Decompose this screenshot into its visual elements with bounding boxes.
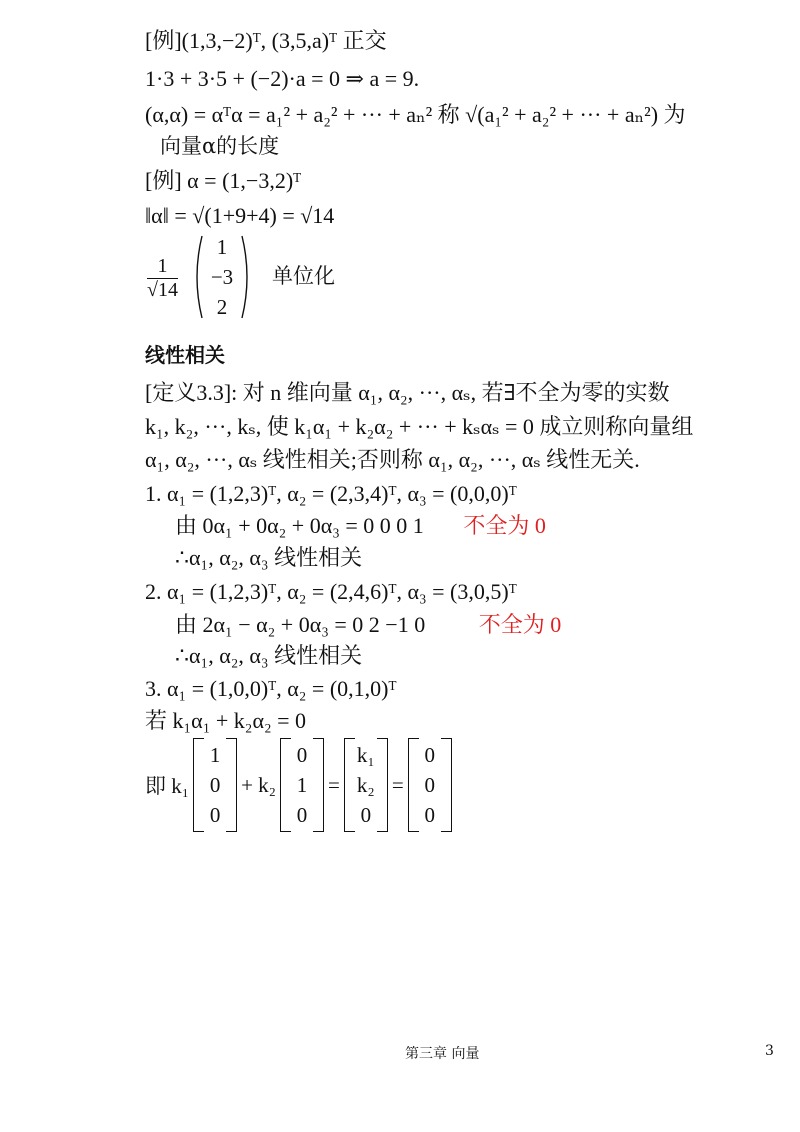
example-2-note: 不全为 0 xyxy=(478,612,562,637)
fraction-denominator: √14 xyxy=(147,279,178,301)
matrix-entry: 0 xyxy=(296,803,308,827)
matrix-entry: 1 xyxy=(209,743,221,767)
matrix-equals: = xyxy=(391,772,404,797)
matrix-equals: = xyxy=(328,772,340,797)
vector-entry: 2 xyxy=(216,295,228,319)
matrix-entry: k₂ xyxy=(356,773,375,797)
matrix-entry: 0 xyxy=(296,743,308,767)
matrix-entry: 1 xyxy=(296,773,308,797)
definition-line-2: k₁, k₂, ···, kₛ, 使 k₁α₁ + k₂α₂ + ··· + kₛαₛ = 0 成立则称向量组 xyxy=(145,414,694,439)
footer-chapter: 第三章 向量 xyxy=(405,1046,480,1062)
page-number: 3 xyxy=(765,1043,774,1059)
matrix-entry: 0 xyxy=(424,773,435,797)
vector-entry: 1 xyxy=(216,235,228,259)
example-vector: [例] α = (1,−3,2)ᵀ xyxy=(145,168,302,193)
matrix-entry: 0 xyxy=(360,803,372,827)
matrix-equation xyxy=(145,738,452,832)
example-orthogonal: [例](1,3,−2)ᵀ, (3,5,a)ᵀ 正交 xyxy=(145,28,387,53)
example-2-vectors: 2. α₁ = (1,2,3)ᵀ, α₂ = (2,4,6)ᵀ, α₃ = (3,0,5)ᵀ xyxy=(145,579,517,604)
unit-column-vector xyxy=(202,232,242,322)
matrix-equation-prefix: 即 k₁ xyxy=(145,774,190,798)
vector-length-text: 向量α的长度 xyxy=(160,134,280,158)
inner-product-definition: (α,α) = αᵀα = a₁² + a₂² + ··· + aₙ² 称 √(a₁² + a₂² + ··· + aₙ²) 为 xyxy=(145,102,686,127)
matrix-entry: 0 xyxy=(424,803,435,827)
matrix-entry: 0 xyxy=(209,803,221,827)
vector-norm: ‖α‖ = √(1+9+4) = √14 xyxy=(145,203,335,228)
example-1-conclusion: ∴α₁, α₂, α₃ 线性相关 xyxy=(175,545,363,570)
vector-entry: −3 xyxy=(210,265,234,289)
example-3-assumption: 若 k₁α₁ + k₂α₂ = 0 xyxy=(145,708,307,733)
matrix-column-3 xyxy=(355,740,377,830)
matrix-entry: k₁ xyxy=(356,743,375,767)
unit-fraction xyxy=(147,255,178,302)
example-2-conclusion: ∴α₁, α₂, α₃ 线性相关 xyxy=(175,643,363,668)
matrix-column-1 xyxy=(204,740,226,830)
fraction-numerator: 1 xyxy=(147,255,178,279)
matrix-column-2 xyxy=(291,740,313,830)
example-1-vectors: 1. α₁ = (1,2,3)ᵀ, α₂ = (2,3,4)ᵀ, α₃ = (0,0,0)ᵀ xyxy=(145,481,517,506)
section-heading: 线性相关 xyxy=(145,343,225,367)
definition-line-3: α₁, α₂, ···, αₛ 线性相关;否则称 α₁, α₂, ···, αₛ 线性无关. xyxy=(145,447,640,472)
matrix-plus: + k₂ xyxy=(241,772,276,797)
example-1-equation: 由 0α₁ + 0α₂ + 0α₃ = 0 0 0 1 xyxy=(175,513,424,538)
orthogonal-computation: 1·3 + 3·5 + (−2)·a = 0 ⇒ a = 9. xyxy=(145,66,420,91)
example-2-combination xyxy=(175,614,561,636)
matrix-entry: 0 xyxy=(424,743,435,767)
definition-line-1: [定义3.3]: 对 n 维向量 α₁, α₂, ···, αₛ, 若∃不全为零的实数 xyxy=(145,380,670,405)
example-1-note: 不全为 0 xyxy=(463,513,546,538)
example-2-equation: 由 2α₁ − α₂ + 0α₃ = 0 2 −1 0 xyxy=(175,612,426,637)
matrix-entry: 0 xyxy=(209,773,221,797)
example-3-vectors: 3. α₁ = (1,0,0)ᵀ, α₂ = (0,1,0)ᵀ xyxy=(145,676,397,701)
normalize-label: 单位化 xyxy=(272,264,335,288)
example-1-combination xyxy=(175,515,546,537)
matrix-column-4 xyxy=(419,740,441,830)
